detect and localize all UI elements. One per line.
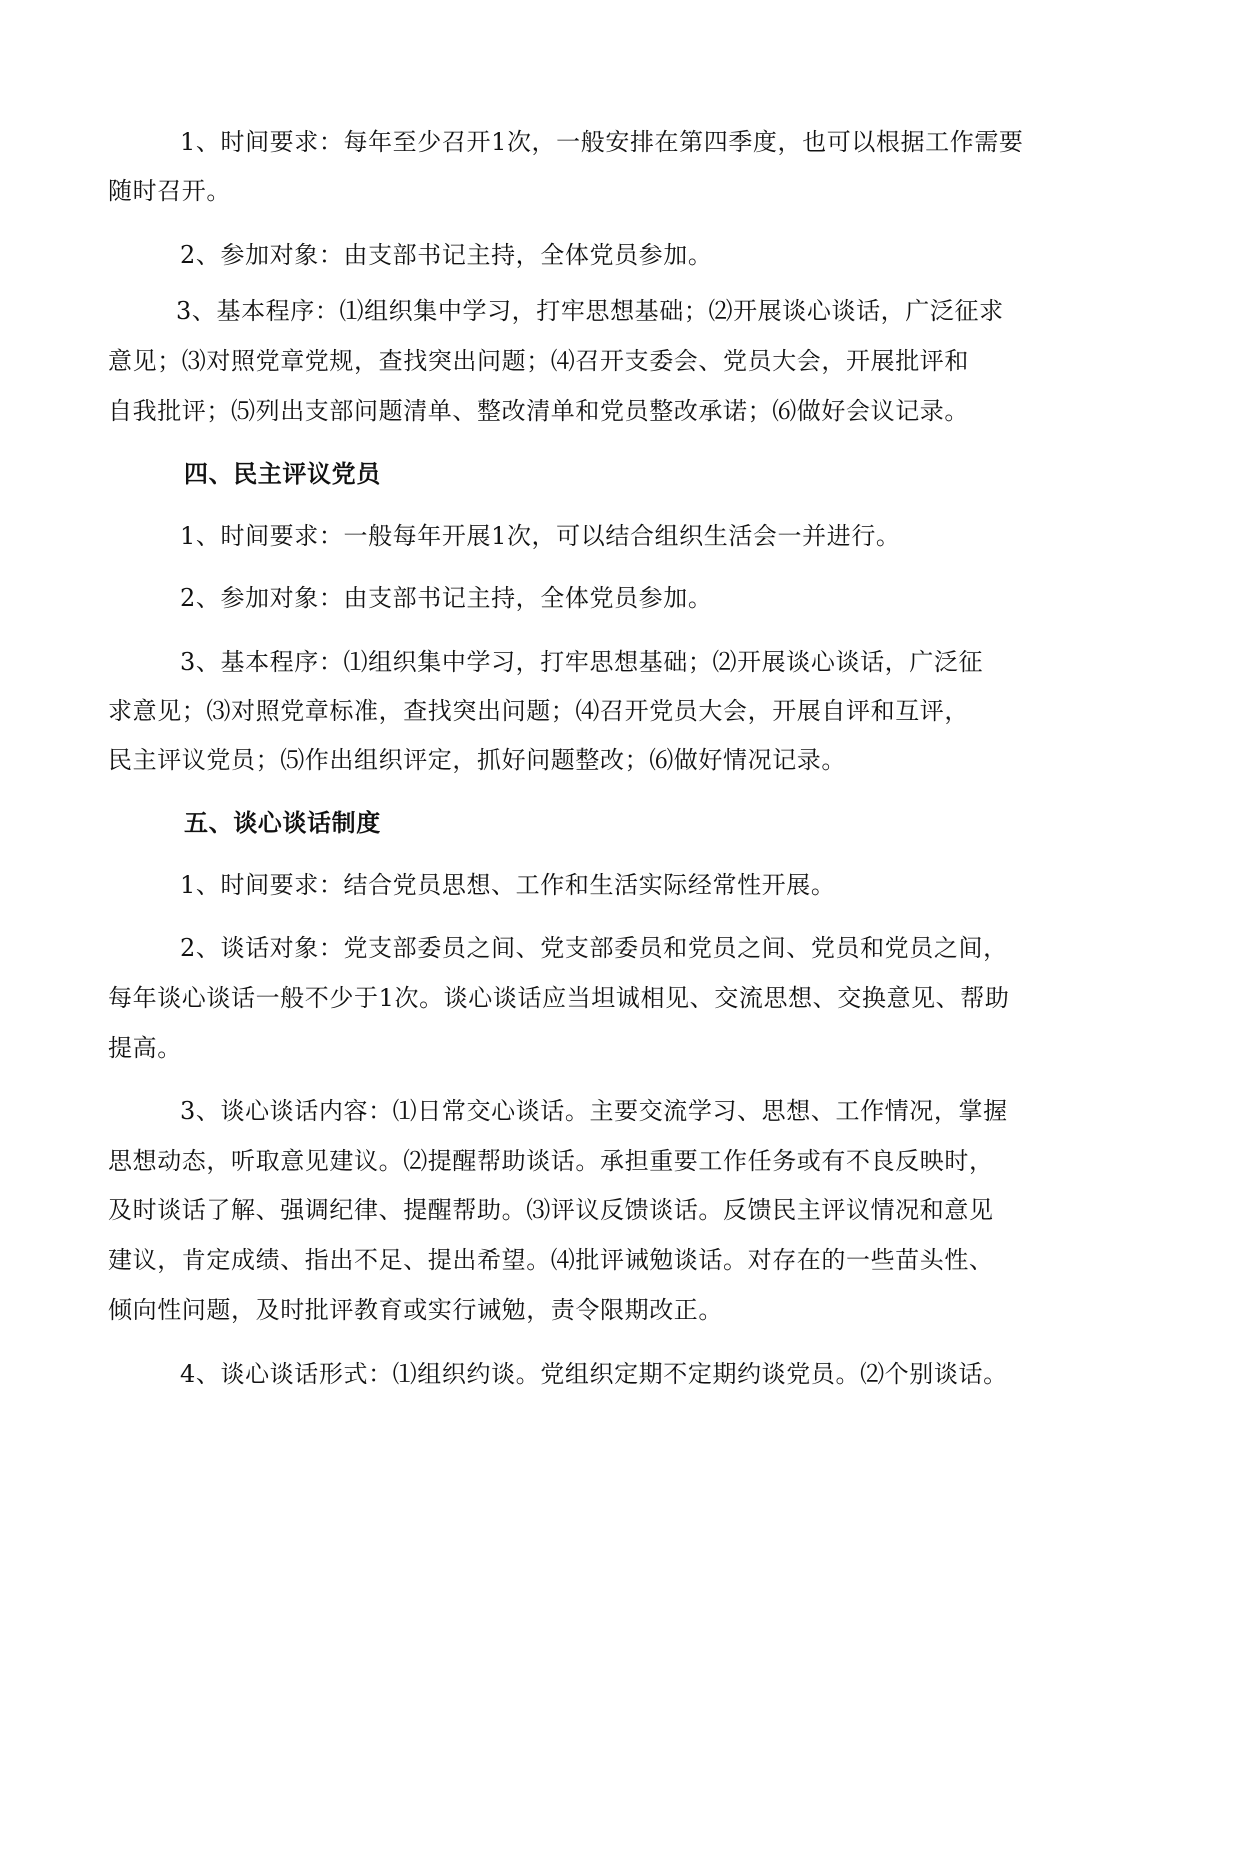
paragraph-line: 及时谈话了解、强调纪律、提醒帮助。⑶评议反馈谈话。反馈民主评议情况和意见 — [108, 1196, 994, 1224]
section-heading: 四、民主评议党员 — [184, 459, 381, 488]
paragraph-line: 每年谈心谈话一般不少于1次。谈心谈话应当坦诚相见、交流思想、交换意见、帮助 — [108, 984, 1010, 1012]
paragraph-line: 建议，肯定成绩、指出不足、提出希望。⑷批评诫勉谈话。对存在的一些苗头性、 — [108, 1246, 994, 1274]
paragraph-line: 倾向性问题，及时批评教育或实行诫勉，责令限期改正。 — [108, 1296, 723, 1324]
paragraph-line: 提高。 — [108, 1034, 182, 1062]
paragraph-line: 民主评议党员；⑸作出组织评定，抓好问题整改；⑹做好情况记录。 — [108, 746, 846, 774]
paragraph-line: 1、时间要求：每年至少召开1次，一般安排在第四季度，也可以根据工作需要 — [180, 128, 1024, 156]
paragraph-line: 3、谈心谈话内容：⑴日常交心谈话。主要交流学习、思想、工作情况，掌握 — [180, 1097, 1008, 1125]
paragraph-line: 意见；⑶对照党章党规，查找突出问题；⑷召开支委会、党员大会，开展批评和 — [108, 347, 969, 375]
paragraph-line: 自我批评；⑸列出支部问题清单、整改清单和党员整改承诺；⑹做好会议记录。 — [108, 397, 969, 425]
section-heading: 五、谈心谈话制度 — [184, 808, 381, 837]
paragraph-line: 3、基本程序：⑴组织集中学习，打牢思想基础；⑵开展谈心谈话，广泛征 — [180, 648, 984, 676]
paragraph-line: 3、基本程序：⑴组织集中学习，打牢思想基础；⑵开展谈心谈话，广泛征求 — [176, 297, 1004, 325]
paragraph-line: 随时召开。 — [108, 177, 231, 205]
paragraph-line: 1、时间要求：一般每年开展1次，可以结合组织生活会一并进行。 — [180, 522, 901, 550]
paragraph-line: 2、参加对象：由支部书记主持，全体党员参加。 — [180, 241, 713, 269]
paragraph-line: 2、参加对象：由支部书记主持，全体党员参加。 — [180, 584, 713, 612]
paragraph-line: 求意见；⑶对照党章标准，查找突出问题；⑷召开党员大会，开展自评和互评， — [108, 697, 969, 725]
paragraph-line: 思想动态，听取意见建议。⑵提醒帮助谈话。承担重要工作任务或有不良反映时， — [108, 1147, 994, 1175]
paragraph-line: 1、时间要求：结合党员思想、工作和生活实际经常性开展。 — [180, 871, 836, 899]
paragraph-line: 4、谈心谈话形式：⑴组织约谈。党组织定期不定期约谈党员。⑵个别谈话。 — [180, 1360, 1008, 1388]
paragraph-line: 2、谈话对象：党支部委员之间、党支部委员和党员之间、党员和党员之间， — [180, 934, 1008, 962]
